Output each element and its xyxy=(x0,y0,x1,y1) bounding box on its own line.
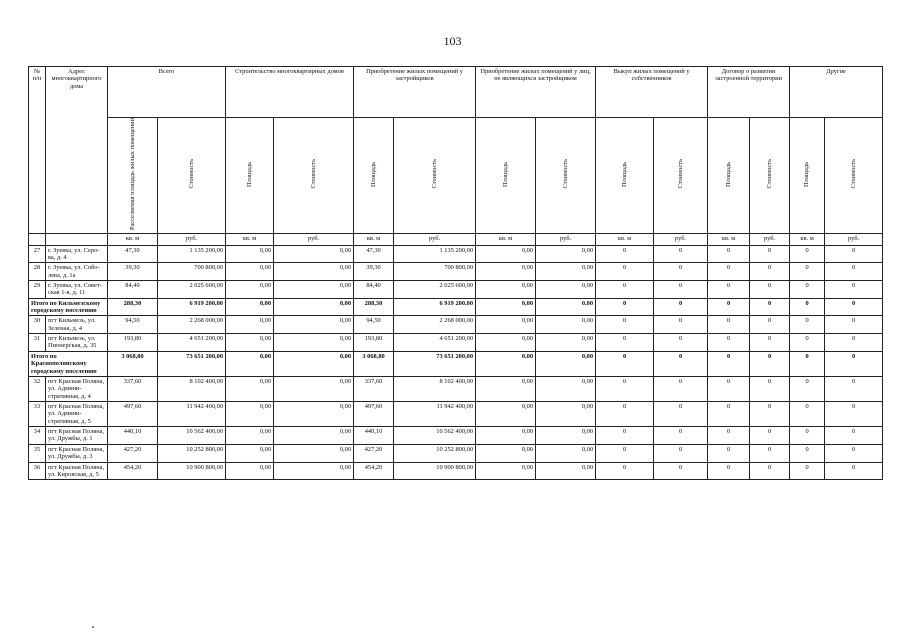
value-cell: 84,40 xyxy=(108,280,158,298)
header-num: № п/п xyxy=(29,67,46,234)
value-cell: 0 xyxy=(825,316,883,334)
value-cell: 193,80 xyxy=(108,334,158,352)
value-cell: 0 xyxy=(750,263,790,281)
value-cell: 1 135 200,00 xyxy=(158,245,226,263)
subheader-area: Площадь xyxy=(226,118,274,234)
value-cell: 0 xyxy=(596,427,654,445)
value-cell: 84,40 xyxy=(354,280,394,298)
value-cell: 10 252 800,00 xyxy=(394,444,476,462)
value-cell: 0,00 xyxy=(274,334,354,352)
value-cell: 0,00 xyxy=(536,351,596,376)
subheader-cost: Стоимость xyxy=(158,118,226,234)
value-cell: 0,00 xyxy=(536,444,596,462)
value-cell: 0 xyxy=(750,298,790,316)
value-cell: 0,00 xyxy=(274,298,354,316)
value-cell: 1 135 200,00 xyxy=(394,245,476,263)
header-group-territory-development: Договор о развитии застроенной территории xyxy=(708,67,790,118)
value-cell: 10 562 400,00 xyxy=(158,427,226,445)
value-cell: 6 919 200,00 xyxy=(394,298,476,316)
table-body xyxy=(29,245,883,480)
value-cell: 0 xyxy=(825,280,883,298)
value-cell: 0 xyxy=(790,376,825,401)
value-cell: 0,00 xyxy=(226,280,274,298)
row-address: пгт Красная Поляна, ул. Кировская, д. 5 xyxy=(46,462,108,480)
row-address: г. Зуевка, ул. Серо-ва, д. 4 xyxy=(46,245,108,263)
subtotal-label: Итого по Краснополянскому городскому поселению xyxy=(29,351,108,376)
page-number: 103 xyxy=(443,34,462,48)
value-cell: 0 xyxy=(750,316,790,334)
value-cell: 2 025 600,00 xyxy=(394,280,476,298)
header-group-construction: Строительство многоквартирных домов xyxy=(226,67,354,118)
unit-cell: руб. xyxy=(158,233,226,245)
value-cell: 0 xyxy=(596,280,654,298)
header-group-buyout: Выкуп жилых помещений у собственников xyxy=(596,67,708,118)
units-row xyxy=(29,233,883,245)
subheader-area: Площадь xyxy=(596,118,654,234)
subheader-cost: Стоимость xyxy=(536,118,596,234)
value-cell: 0,00 xyxy=(536,401,596,426)
value-cell: 0 xyxy=(750,462,790,480)
value-cell: 0 xyxy=(654,263,708,281)
value-cell: 0,00 xyxy=(536,280,596,298)
value-cell: 0,00 xyxy=(536,316,596,334)
row-number: 35 xyxy=(29,444,46,462)
value-cell: 0,00 xyxy=(274,245,354,263)
row-address: пгт Кильмезь, ул. Зеленая, д. 4 xyxy=(46,316,108,334)
subheader-row xyxy=(29,118,883,234)
value-cell: 0 xyxy=(790,245,825,263)
value-cell: 2 268 000,00 xyxy=(158,316,226,334)
value-cell: 0,00 xyxy=(274,316,354,334)
units-cell-empty xyxy=(46,233,108,245)
value-cell: 6 919 200,00 xyxy=(158,298,226,316)
value-cell: 47,30 xyxy=(108,245,158,263)
table-row xyxy=(29,427,883,445)
value-cell: 0 xyxy=(750,427,790,445)
value-cell: 0 xyxy=(825,444,883,462)
table-row xyxy=(29,316,883,334)
value-cell: 0 xyxy=(708,280,750,298)
value-cell: 47,30 xyxy=(354,245,394,263)
value-cell: 39,30 xyxy=(108,263,158,281)
row-number: 32 xyxy=(29,376,46,401)
value-cell: 0,00 xyxy=(476,316,536,334)
value-cell: 0 xyxy=(750,444,790,462)
subheader-area: Площадь xyxy=(354,118,394,234)
value-cell: 4 651 200,00 xyxy=(394,334,476,352)
value-cell: 0 xyxy=(596,401,654,426)
table-row xyxy=(29,462,883,480)
value-cell: 288,30 xyxy=(108,298,158,316)
value-cell: 0 xyxy=(825,298,883,316)
value-cell: 0 xyxy=(654,376,708,401)
value-cell: 0,00 xyxy=(226,376,274,401)
value-cell: 0,00 xyxy=(226,427,274,445)
subtotal-row xyxy=(29,298,883,316)
value-cell: 0,00 xyxy=(476,298,536,316)
subheader-cost: Стоимость xyxy=(750,118,790,234)
value-cell: 10 900 800,00 xyxy=(394,462,476,480)
value-cell: 0 xyxy=(708,427,750,445)
value-cell: 0 xyxy=(825,401,883,426)
unit-cell: кв. м xyxy=(790,233,825,245)
value-cell: 0 xyxy=(825,376,883,401)
value-cell: 10 252 800,00 xyxy=(158,444,226,462)
value-cell: 0 xyxy=(654,316,708,334)
subheader-area: Площадь xyxy=(708,118,750,234)
unit-cell: кв. м xyxy=(108,233,158,245)
value-cell: 0 xyxy=(825,462,883,480)
value-cell: 0 xyxy=(654,298,708,316)
value-cell: 0,00 xyxy=(536,427,596,445)
value-cell: 0 xyxy=(596,245,654,263)
value-cell: 0 xyxy=(596,462,654,480)
value-cell: 0,00 xyxy=(536,334,596,352)
value-cell: 8 102 400,00 xyxy=(394,376,476,401)
row-address: пгт Красная Поляна, ул. Дружбы, д. 1 xyxy=(46,427,108,445)
value-cell: 0,00 xyxy=(226,245,274,263)
row-address: пгт Красная Поляна, ул. Дружбы, д. 3 xyxy=(46,444,108,462)
value-cell: 700 800,00 xyxy=(158,263,226,281)
value-cell: 3 068,80 xyxy=(108,351,158,376)
unit-cell: руб. xyxy=(750,233,790,245)
value-cell: 0 xyxy=(790,351,825,376)
value-cell: 0,00 xyxy=(476,427,536,445)
value-cell: 700 800,00 xyxy=(394,263,476,281)
value-cell: 0 xyxy=(708,351,750,376)
value-cell: 2 268 000,00 xyxy=(394,316,476,334)
header-group-other: Другие xyxy=(790,67,883,118)
value-cell: 0 xyxy=(596,334,654,352)
table-row xyxy=(29,334,883,352)
value-cell: 4 651 200,00 xyxy=(158,334,226,352)
subheader-cost: Стоимость xyxy=(825,118,883,234)
value-cell: 73 651 200,00 xyxy=(394,351,476,376)
value-cell: 427,20 xyxy=(108,444,158,462)
value-cell: 0,00 xyxy=(226,298,274,316)
value-cell: 0 xyxy=(750,351,790,376)
value-cell: 0,00 xyxy=(226,462,274,480)
value-cell: 454,20 xyxy=(354,462,394,480)
unit-cell: руб. xyxy=(654,233,708,245)
value-cell: 0 xyxy=(825,334,883,352)
unit-cell: руб. xyxy=(394,233,476,245)
value-cell: 0,00 xyxy=(274,376,354,401)
unit-cell: кв. м xyxy=(476,233,536,245)
row-address: г. Зуевка, ул. Собо-лева, д. 1а xyxy=(46,263,108,281)
header-address: Адрес многоквартирного дома xyxy=(46,67,108,234)
subheader-resettled-area: Расселяемая площадь жилых помещений xyxy=(108,118,158,234)
value-cell: 0 xyxy=(708,376,750,401)
value-cell: 11 942 400,00 xyxy=(394,401,476,426)
row-address: г. Зуевка, ул. Совет-ская 1-я, д. 11 xyxy=(46,280,108,298)
value-cell: 0,00 xyxy=(476,376,536,401)
value-cell: 0 xyxy=(708,444,750,462)
value-cell: 0 xyxy=(750,280,790,298)
value-cell: 0 xyxy=(596,316,654,334)
unit-cell: кв. м xyxy=(354,233,394,245)
unit-cell: руб. xyxy=(274,233,354,245)
subtotal-label: Итого по Кильмезскому городскому поселению xyxy=(29,298,108,316)
value-cell: 0 xyxy=(596,263,654,281)
value-cell: 0 xyxy=(654,351,708,376)
value-cell: 0 xyxy=(750,376,790,401)
value-cell: 0,00 xyxy=(476,280,536,298)
unit-cell: кв. м xyxy=(226,233,274,245)
value-cell: 0 xyxy=(654,401,708,426)
value-cell: 497,60 xyxy=(108,401,158,426)
value-cell: 497,60 xyxy=(354,401,394,426)
value-cell: 0 xyxy=(654,462,708,480)
row-number: 30 xyxy=(29,316,46,334)
subheader-area: Площадь xyxy=(790,118,825,234)
subheader-cost: Стоимость xyxy=(394,118,476,234)
value-cell: 0 xyxy=(654,444,708,462)
value-cell: 337,60 xyxy=(354,376,394,401)
value-cell: 0,00 xyxy=(274,401,354,426)
value-cell: 0 xyxy=(790,298,825,316)
header-group-total: Всего xyxy=(108,67,226,118)
value-cell: 0 xyxy=(708,245,750,263)
value-cell: 0 xyxy=(790,263,825,281)
value-cell: 0,00 xyxy=(274,263,354,281)
value-cell: 0,00 xyxy=(226,316,274,334)
unit-cell: руб. xyxy=(536,233,596,245)
value-cell: 0,00 xyxy=(274,444,354,462)
value-cell: 0 xyxy=(790,401,825,426)
value-cell: 0,00 xyxy=(476,245,536,263)
value-cell: 337,60 xyxy=(108,376,158,401)
value-cell: 0,00 xyxy=(536,462,596,480)
value-cell: 0 xyxy=(654,334,708,352)
table-row xyxy=(29,280,883,298)
unit-cell: кв. м xyxy=(708,233,750,245)
value-cell: 454,20 xyxy=(108,462,158,480)
row-number: 34 xyxy=(29,427,46,445)
value-cell: 8 102 400,00 xyxy=(158,376,226,401)
value-cell: 0 xyxy=(654,245,708,263)
header-group-purchase-non-developers: Приобретение жилых помещений у лиц, не являющихся застройщиком xyxy=(476,67,596,118)
row-address: пгт Красная Поляна, ул. Админи-стративная, д. 5 xyxy=(46,401,108,426)
value-cell: 0 xyxy=(790,444,825,462)
value-cell: 0 xyxy=(596,444,654,462)
value-cell: 39,30 xyxy=(354,263,394,281)
row-number: 28 xyxy=(29,263,46,281)
value-cell: 0 xyxy=(825,351,883,376)
value-cell: 0,00 xyxy=(476,401,536,426)
row-number: 33 xyxy=(29,401,46,426)
table-row xyxy=(29,444,883,462)
value-cell: 0,00 xyxy=(476,462,536,480)
value-cell: 11 942 400,00 xyxy=(158,401,226,426)
subheader-cost: Стоимость xyxy=(274,118,354,234)
value-cell: 0 xyxy=(596,298,654,316)
value-cell: 3 068,80 xyxy=(354,351,394,376)
subheader-area: Площадь xyxy=(476,118,536,234)
value-cell: 0,00 xyxy=(476,334,536,352)
value-cell: 94,50 xyxy=(354,316,394,334)
units-cell-empty xyxy=(29,233,46,245)
value-cell: 0 xyxy=(750,245,790,263)
value-cell: 0,00 xyxy=(476,263,536,281)
value-cell: 0 xyxy=(708,263,750,281)
value-cell: 0 xyxy=(708,462,750,480)
value-cell: 0 xyxy=(654,427,708,445)
table-row xyxy=(29,263,883,281)
value-cell: 0,00 xyxy=(536,263,596,281)
value-cell: 0,00 xyxy=(536,376,596,401)
value-cell: 427,20 xyxy=(354,444,394,462)
value-cell: 0,00 xyxy=(274,427,354,445)
value-cell: 288,30 xyxy=(354,298,394,316)
value-cell: 0 xyxy=(654,280,708,298)
subtotal-row xyxy=(29,351,883,376)
group-header-row xyxy=(29,67,883,118)
value-cell: 0,00 xyxy=(226,401,274,426)
value-cell: 0 xyxy=(790,334,825,352)
value-cell: 0,00 xyxy=(226,444,274,462)
row-address: пгт Красная Поляна, ул. Админи-стративная, д. 4 xyxy=(46,376,108,401)
row-number: 27 xyxy=(29,245,46,263)
value-cell: 0 xyxy=(825,263,883,281)
value-cell: 0 xyxy=(825,427,883,445)
value-cell: 73 651 200,00 xyxy=(158,351,226,376)
table-row xyxy=(29,401,883,426)
value-cell: 0,00 xyxy=(226,263,274,281)
value-cell: 2 025 600,00 xyxy=(158,280,226,298)
value-cell: 0 xyxy=(596,351,654,376)
value-cell: 0,00 xyxy=(274,280,354,298)
value-cell: 0,00 xyxy=(226,334,274,352)
row-address: пгт Кильмезь, ул. Пионерская, д. 35 xyxy=(46,334,108,352)
row-number: 31 xyxy=(29,334,46,352)
value-cell: 10 562 400,00 xyxy=(394,427,476,445)
value-cell: 0 xyxy=(708,316,750,334)
value-cell: 0 xyxy=(750,334,790,352)
table-row xyxy=(29,376,883,401)
value-cell: 0 xyxy=(790,316,825,334)
value-cell: 0,00 xyxy=(536,298,596,316)
unit-cell: руб. xyxy=(825,233,883,245)
value-cell: 0,00 xyxy=(536,245,596,263)
value-cell: 440,10 xyxy=(354,427,394,445)
row-number: 29 xyxy=(29,280,46,298)
value-cell: 0,00 xyxy=(476,444,536,462)
value-cell: 0,00 xyxy=(476,351,536,376)
value-cell: 0 xyxy=(708,401,750,426)
unit-cell: кв. м xyxy=(596,233,654,245)
value-cell: 0,00 xyxy=(226,351,274,376)
row-number: 36 xyxy=(29,462,46,480)
value-cell: 0 xyxy=(825,245,883,263)
resettlement-table xyxy=(28,66,883,480)
table-row xyxy=(29,245,883,263)
value-cell: 0 xyxy=(708,334,750,352)
value-cell: 0 xyxy=(750,401,790,426)
value-cell: 0,00 xyxy=(274,462,354,480)
scan-speck xyxy=(92,626,94,628)
value-cell: 94,50 xyxy=(108,316,158,334)
value-cell: 0 xyxy=(790,427,825,445)
value-cell: 10 900 800,00 xyxy=(158,462,226,480)
value-cell: 0 xyxy=(596,376,654,401)
value-cell: 0 xyxy=(790,280,825,298)
header-group-purchase-developers: Приобретение жилых помещений у застройщиков xyxy=(354,67,476,118)
value-cell: 0 xyxy=(790,462,825,480)
value-cell: 0 xyxy=(708,298,750,316)
subheader-cost: Стоимость xyxy=(654,118,708,234)
value-cell: 193,80 xyxy=(354,334,394,352)
value-cell: 0,00 xyxy=(274,351,354,376)
value-cell: 440,10 xyxy=(108,427,158,445)
